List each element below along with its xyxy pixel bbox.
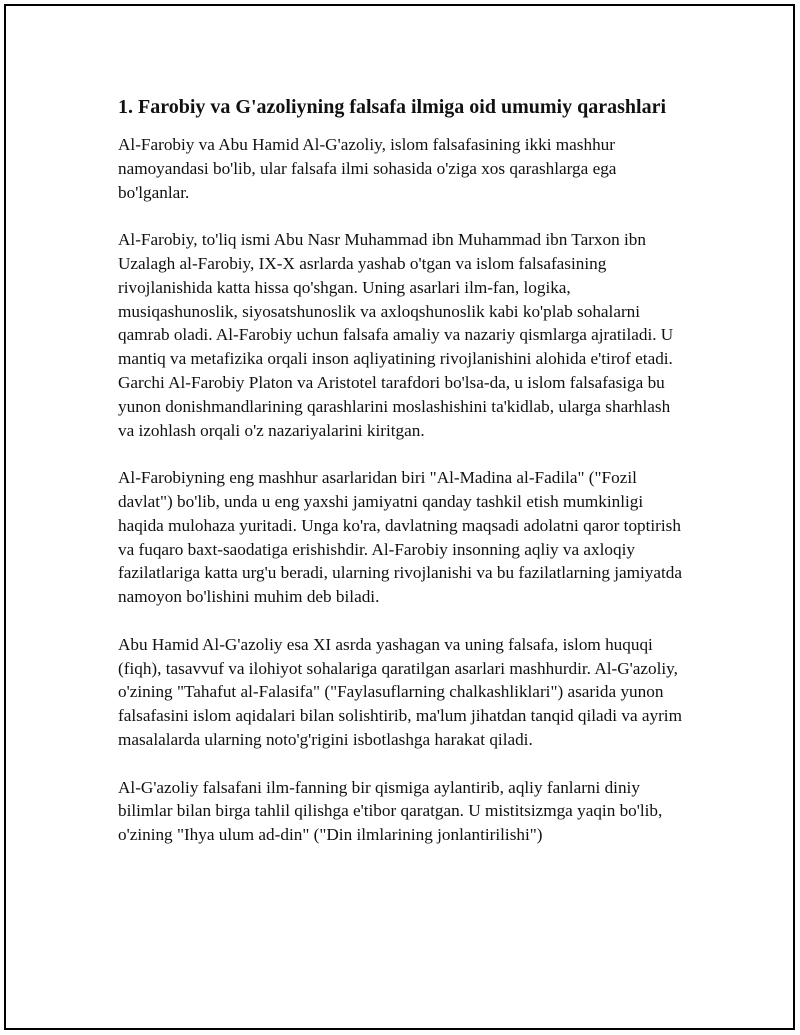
section-heading: 1. Farobiy va G'azoliyning falsafa ilmiga oid umumiy qarashlari xyxy=(118,96,667,118)
paragraph-3: Al-Farobiyning eng mashhur asarlaridan biri "Al-Madina al-Fadila" ("Fozil davlat") bo'lib, unda u eng yaxshi jamiyatni qanday tashkil etish mumkinligi haqida mulohaza yuritadi. Unga ko'ra, davlatning maqsadi adolatni qaror toptirish va fuqaro baxt-saodatiga erishishdir. Al-Farobiy insonning aqliy va axloqiy fazilatlariga katta urg'u beradi, ularning rivojlanishi va bu fazilatlarning jamiyatda namoyon bo'lishini muhim deb biladi. xyxy=(118,468,683,607)
paragraph-4: Abu Hamid Al-G'azoliy esa XI asrda yashagan va uning falsafa, islom huquqi (fiqh), tasavvuf va ilohiyot sohalariga qaratilgan asarlari mashhurdir. Al-G'azoliy, o'zining "Tahafut al-Falasifa" ("Faylasuflarning chalkashliklari") asarida yunon falsafasini islom aqidalari bilan solishtirib, ma'lum jihatdan tanqid qiladi va ayrim masalalarda ularning noto'g'rigini isbotlashga harakat qiladi. xyxy=(118,634,682,749)
document-body xyxy=(118,94,688,871)
paragraph-1: Al-Farobiy va Abu Hamid Al-G'azoliy, islom falsafasining ikki mashhur namoyandasi bo'lib, ular falsafa ilmi sohasida o'ziga xos qarashlarga ega bo'lganlar. xyxy=(118,135,617,202)
paragraph-2: Al-Farobiy, to'liq ismi Abu Nasr Muhammad ibn Muhammad ibn Tarxon ibn Uzalagh al-Farobiy, IX-X asrlarda yashab o'tgan va islom falsafasining rivojlanishida katta hissa qo'shgan. Uning asarlari ilm-fan, logika, musiqashunoslik, siyosatshunoslik va axloqshunoslik kabi ko'plab sohalarni qamrab oladi. Al-Farobiy uchun falsafa amaliy va nazariy qismlarga ajratiladi. U mantiq va metafizika orqali inson aqliyatining rivojlanishini alohida e'tirof etadi. Garchi Al-Farobiy Platon va Aristotel tarafdori bo'lsa-da, u islom falsafasiga bu yunon donishmandlarining qarashlarini moslashishini ta'kidlab, ularga sharhlash va izohlash orqali o'z nazariyalarini kiritgan. xyxy=(118,230,674,440)
paragraph-5: Al-G'azoliy falsafani ilm-fanning bir qismiga aylantirib, aqliy fanlarni diniy bilimlar bilan birga tahlil qilishga e'tibor qaratgan. U mistitsizmga yaqin bo'lib, o'zining "Ihya ulum ad-din" ("Din ilmlarining jonlantirilishi") xyxy=(118,777,663,845)
